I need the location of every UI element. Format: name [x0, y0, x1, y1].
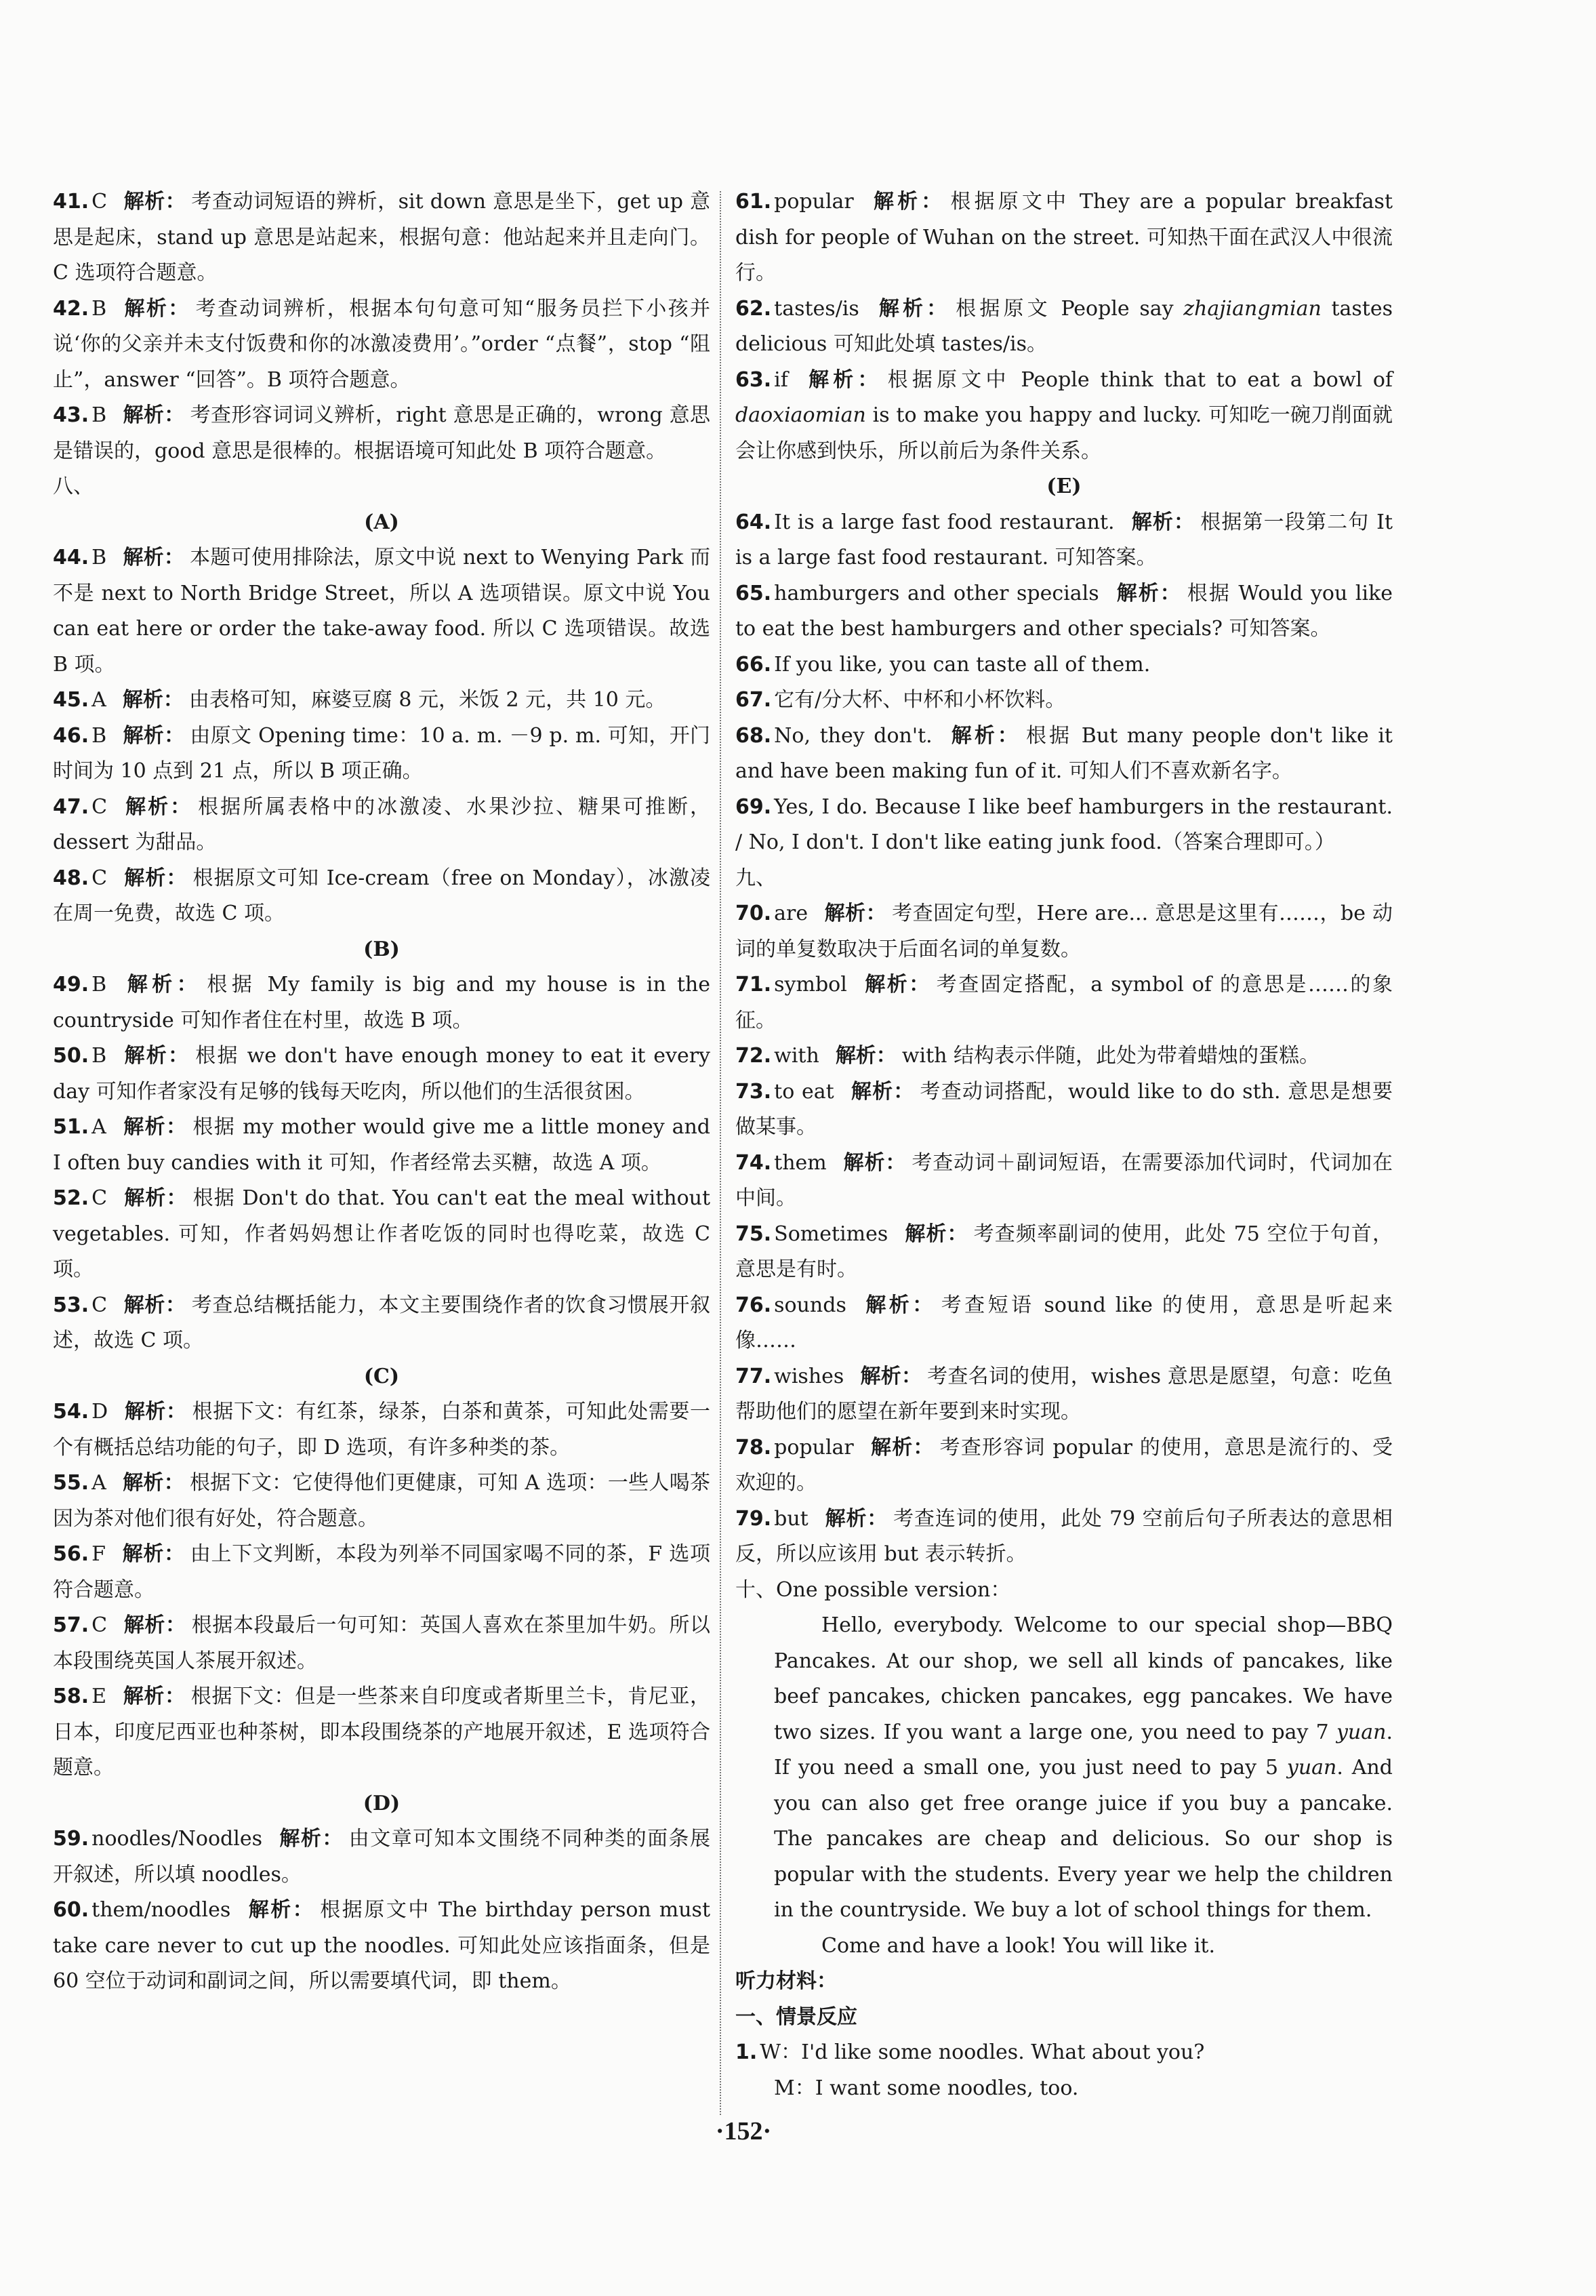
listening-heading: 一、情景反应 — [735, 2005, 857, 2029]
explanation-text: 根据原文中 They are a popular breakfast dish for people of Wuhan on the street. 可知热干面在武汉人中很流行。 — [735, 190, 1393, 285]
explanation-text: 考查频率副词的使用，此处 75 空位于句首，意思是有时。 — [735, 1222, 1393, 1281]
answer-entry — [53, 790, 710, 861]
explanation-text: 本题可使用排除法，原文中说 next to Wenying Park 而不是 next to North Bridge Street，所以 A 选项错误。原文中说 You can eat here or order the take-away food. 所以 C 选项错误。故选 B 项。 — [53, 546, 711, 677]
explanation-text: 考查固定搭配，a symbol of 的意思是……的象征。 — [735, 973, 1393, 1032]
answer-entry — [735, 896, 1393, 967]
answer-entry — [735, 184, 1393, 291]
question-number: 41. — [53, 190, 89, 214]
answer-text: If you like, you can taste all of them. — [774, 652, 1151, 677]
answer-text: wishes — [774, 1364, 844, 1388]
answer-text: Sometimes — [774, 1222, 888, 1246]
answer-text: D — [91, 1400, 108, 1424]
question-number: 58. — [53, 1685, 89, 1708]
question-number: 48. — [53, 866, 89, 890]
explanation-label: 解析： — [123, 973, 202, 996]
question-number: 57. — [53, 1613, 89, 1637]
dialogue-text: W：I'd like some noodles. What about you? — [760, 2040, 1205, 2064]
explanation-label: 解析： — [122, 1115, 188, 1139]
explanation-label: 解析： — [123, 1613, 186, 1637]
answer-entry — [53, 1288, 710, 1359]
explanation-text: 由表格可知，麻婆豆腐 8 元，米饭 2 元，共 10 元。 — [188, 688, 666, 712]
answer-entry — [735, 647, 1393, 683]
explanation-text: 根据下文：有红茶，绿茶，白茶和黄茶，可知此处需要一个有概括总结功能的句子，即 D 选项，有许多种类的茶。 — [53, 1400, 711, 1459]
explanation-text: 考查动词短语的辨析，sit down 意思是坐下，get up 意思是起床，stand up 意思是站起来，根据句意：他站起来并且走向门。C 选项符合题意。 — [53, 190, 711, 285]
question-number: 69. — [735, 794, 772, 819]
explanation-label: 解析： — [860, 1364, 922, 1388]
explanation-text: 根据 Don't do that. You can't eat the meal without vegetables. 可知，作者妈妈想让作者吃饭的同时也得吃菜，故选 C 项。 — [53, 1186, 711, 1281]
explanation-label: 解析： — [862, 1293, 936, 1317]
passage-heading: (C) — [363, 1364, 400, 1388]
answer-entry — [735, 1074, 1393, 1146]
passage-heading: (D) — [363, 1791, 401, 1815]
explanation-label: 解析： — [123, 1186, 188, 1210]
explanation-text: 根据 My family is big and my house is in the countryside 可知作者住在村里，故选 B 项。 — [53, 973, 710, 1032]
question-number: 54. — [53, 1400, 89, 1424]
answer-text: noodles/Noodles — [91, 1827, 262, 1851]
explanation-text: 根据 my mother would give me a little money and I often buy candies with it 可知，作者经常去买糖，故选 A 项。 — [53, 1115, 711, 1175]
explanation-text: 考查总结概括能力，本文主要围绕作者的饮食习惯展开叙述，故选 C 项。 — [53, 1293, 711, 1352]
passage-heading: (A) — [364, 510, 399, 534]
answer-entry — [53, 719, 710, 790]
explanation-label: 解析： — [123, 1044, 190, 1068]
explanation-label: 解析： — [123, 794, 193, 819]
explanation-label: 解析： — [842, 1150, 907, 1175]
question-number: 59. — [53, 1827, 89, 1851]
explanation-label: 解析： — [278, 1827, 344, 1851]
answer-text: with — [774, 1044, 819, 1068]
answer-entry — [735, 790, 1393, 861]
answer-entry — [53, 1608, 710, 1679]
question-number: 45. — [53, 688, 89, 712]
explanation-text: 由文章可知本文围绕不同种类的面条展开叙述，所以填 noodles。 — [53, 1827, 711, 1887]
answer-text: Yes, I do. Because I like beef hamburgers in the restaurant. / No, I don't. I don't like eating junk food.（答案合理即可。） — [735, 794, 1393, 854]
explanation-text: 考查名词的使用，wishes 意思是愿望，句意：吃鱼帮助他们的愿望在新年要到来时实现。 — [735, 1364, 1393, 1424]
essay-paragraph: Come and have a look! You will like it. — [821, 1933, 1216, 1958]
explanation-label: 解析： — [123, 1685, 186, 1708]
question-number: 65. — [735, 581, 772, 605]
question-number: 63. — [735, 367, 772, 392]
essay-paragraph: Hello, everybody. Welcome to our special shop—BBQ Pancakes. At our shop, we sell all kinds of pancakes, like beef pancakes, chicken pancakes, egg pancakes. We have two sizes. If you want a large one, you need to pay 7 yuan. If you need a small one, you just need to pay 5 yuan. And you can also get free orange juice if you buy a pancake. The pancakes are cheap and delicious. So our shop is popular with the students. Every year we help the children in the countryside. We buy a lot of school things for them. — [774, 1613, 1393, 1922]
answer-text: A — [91, 688, 106, 712]
answer-entry — [53, 1893, 710, 2000]
answer-text: E — [91, 1685, 107, 1708]
question-number: 62. — [735, 296, 772, 321]
explanation-label: 解析： — [869, 190, 945, 214]
explanation-text: with 结构表示伴随，此处为带着蜡烛的蛋糕。 — [901, 1044, 1319, 1068]
explanation-label: 解析： — [122, 688, 184, 712]
answer-entry — [735, 1288, 1393, 1359]
explanation-label: 解析： — [123, 723, 185, 748]
answer-text: B — [91, 973, 107, 996]
question-number: 71. — [735, 973, 772, 996]
column-divider — [720, 191, 721, 2115]
explanation-label: 解析： — [875, 296, 951, 321]
answer-entry — [53, 1394, 710, 1466]
answer-text: B — [91, 546, 107, 569]
explanation-label: 解析： — [123, 296, 190, 321]
answer-entry — [53, 861, 710, 932]
question-number: 50. — [53, 1044, 89, 1068]
explanation-label: 解析： — [123, 190, 186, 214]
answer-text: but — [774, 1506, 809, 1531]
answer-entry — [735, 1146, 1393, 1217]
answer-entry — [53, 184, 710, 291]
section-heading: 九、 — [735, 866, 776, 890]
explanation-label: 解析： — [247, 1898, 315, 1922]
question-number: 43. — [53, 403, 89, 427]
question-number: 76. — [735, 1293, 772, 1317]
answer-text: F — [91, 1542, 106, 1566]
answer-text: if — [774, 367, 788, 392]
answer-text: C — [91, 1186, 108, 1210]
answer-entry — [53, 291, 710, 399]
question-number: 68. — [735, 723, 772, 748]
answer-text: C — [91, 190, 108, 214]
explanation-text: 考查动词辨析，根据本句句意可知“服务员拦下小孩并说‘你的父亲并未支付饭费和你的冰激凌费用’。”order “点餐”，stop “阻止”，answer “回答”。B 项符合题意。 — [53, 296, 710, 392]
question-number: 74. — [735, 1150, 772, 1175]
answer-text: sounds — [774, 1293, 846, 1317]
answer-entry — [53, 967, 710, 1039]
answer-entry — [735, 719, 1393, 790]
question-number: 67. — [735, 688, 772, 712]
answer-entry — [53, 1679, 710, 1786]
answer-entry — [53, 1821, 710, 1893]
answer-entry — [53, 1181, 710, 1288]
question-number: 66. — [735, 652, 772, 677]
explanation-text: 由原文 Opening time：10 a. m. －9 p. m. 可知，开门时间为 10 点到 21 点，所以 B 项正确。 — [53, 723, 711, 783]
explanation-label: 解析： — [824, 1506, 888, 1531]
question-number: 61. — [735, 190, 772, 214]
right-column — [735, 184, 1393, 2106]
answer-entry — [735, 363, 1393, 470]
answer-entry — [735, 1217, 1393, 1288]
question-number: 51. — [53, 1115, 89, 1139]
dialogue-line: M：I want some noodles, too. — [774, 2076, 1079, 2100]
explanation-text: 考查连词的使用，此处 79 空前后句子所表达的意思相反，所以应该用 but 表示转折。 — [735, 1506, 1393, 1566]
question-number: 44. — [53, 546, 89, 569]
answer-text: symbol — [774, 973, 847, 996]
explanation-text: 考查短语 sound like 的使用，意思是听起来像…… — [735, 1293, 1393, 1352]
explanation-label: 解析： — [869, 1435, 935, 1459]
explanation-text: 考查动词搭配，would like to do sth. 意思是想要做某事。 — [735, 1079, 1393, 1139]
explanation-text: 考查固定句型，Here are... 意思是这里有……，be 动词的单复数取决于后面名词的单复数。 — [735, 902, 1393, 961]
question-number: 79. — [735, 1506, 772, 1531]
answer-entry — [735, 1430, 1393, 1502]
explanation-text: 考查形容词 popular 的使用，意思是流行的、受欢迎的。 — [735, 1435, 1393, 1495]
question-number: 47. — [53, 794, 89, 819]
answer-entry — [53, 1039, 710, 1110]
answer-text: B — [91, 296, 107, 321]
explanation-label: 解析： — [122, 1471, 184, 1495]
question-number: 53. — [53, 1293, 89, 1317]
answer-text: to eat — [774, 1079, 834, 1104]
question-number: 49. — [53, 973, 89, 996]
explanation-text: 根据 But many people don't like it and have been making fun of it. 可知人们不喜欢新名字。 — [735, 723, 1393, 783]
explanation-label: 解析： — [123, 1293, 186, 1317]
explanation-label: 解析： — [948, 723, 1021, 748]
question-number: 52. — [53, 1186, 89, 1210]
question-number: 77. — [735, 1364, 772, 1388]
explanation-text: 根据 we don't have enough money to eat it every day 可知作者家没有足够的钱每天吃肉，所以他们的生活很贫困。 — [53, 1044, 711, 1104]
answer-entry — [735, 1359, 1393, 1430]
explanation-label: 解析： — [1115, 581, 1182, 605]
question-number: 75. — [735, 1222, 772, 1246]
answer-text: A — [91, 1115, 106, 1139]
explanation-text: 由上下文判断，本段为列举不同国家喝不同的茶，F 选项符合题意。 — [53, 1542, 710, 1602]
answer-entry — [735, 505, 1393, 576]
explanation-text: 根据本段最后一句可知：英国人喜欢在茶里加牛奶。所以本段围绕英国人茶展开叙述。 — [53, 1613, 711, 1673]
answer-text: popular — [774, 1435, 854, 1459]
left-column — [53, 184, 710, 2000]
answer-text: It is a large fast food restaurant. — [774, 510, 1115, 534]
section-heading: 十、One possible version： — [735, 1577, 1011, 1602]
answer-text: B — [91, 403, 107, 427]
answer-text: C — [91, 794, 108, 819]
answer-text: tastes/is — [774, 296, 859, 321]
explanation-text: 考查动词＋副词短语，在需要添加代词时，代词加在中间。 — [735, 1150, 1393, 1210]
answer-text: them/noodles — [91, 1898, 231, 1922]
explanation-label: 解析： — [904, 1222, 968, 1246]
explanation-label: 解析： — [1130, 510, 1195, 534]
answer-entry — [735, 1502, 1393, 1573]
passage-heading: (E) — [1046, 475, 1082, 498]
answer-entry — [53, 540, 710, 683]
explanation-text: 根据第一段第二句 It is a large fast food restaurant. 可知答案。 — [735, 510, 1393, 569]
question-number: 70. — [735, 902, 772, 925]
question-number: 42. — [53, 296, 89, 321]
answer-text: C — [91, 1293, 108, 1317]
explanation-text: 根据原文中 People think that to eat a bowl of daoxiaomian is to make you happy and lucky. 可知吃一碗刀削面就会让你感到快乐，所以前后为条件关系。 — [735, 367, 1393, 463]
explanation-label: 解析： — [835, 1044, 897, 1068]
explanation-text: 根据原文 People say zhajiangmian tastes delicious 可知此处填 tastes/is。 — [735, 296, 1393, 356]
explanation-label: 解析： — [124, 1400, 187, 1424]
answer-text: C — [91, 1613, 108, 1637]
answer-text: B — [91, 1044, 107, 1068]
answer-text: 它有/分大杯、中杯和小杯饮料。 — [774, 688, 1066, 712]
answer-text: popular — [774, 190, 854, 214]
answer-entry — [53, 1466, 710, 1537]
explanation-label: 解析： — [121, 1542, 185, 1566]
explanation-label: 解析： — [850, 1079, 915, 1104]
answer-text: A — [91, 1471, 106, 1495]
answer-entry — [735, 291, 1393, 363]
explanation-text: 根据下文：但是一些茶来自印度或者斯里兰卡，肯尼亚，日本，印度尼西亚也种茶树，即本段围绕茶的产地展开叙述，E 选项符合题意。 — [53, 1685, 711, 1779]
answer-entry — [735, 967, 1393, 1039]
explanation-text: 根据原文可知 Ice-cream（free on Monday），冰激凌在周一免费，故选 C 项。 — [53, 866, 710, 925]
explanation-text: 根据原文中 The birthday person must take care never to cut up the noodles. 可知此处应该指面条，但是 60 空位于动词和副词之间，所以需要填代词，即 them。 — [53, 1898, 710, 1993]
question-number: 72. — [735, 1044, 772, 1068]
question-number: 60. — [53, 1898, 89, 1922]
explanation-label: 解析： — [123, 866, 188, 890]
question-number: 56. — [53, 1542, 89, 1566]
answer-entry — [53, 1110, 710, 1181]
explanation-label: 解析： — [123, 546, 185, 569]
section-heading: 八、 — [53, 475, 94, 498]
question-number: 73. — [735, 1079, 772, 1104]
page-number: ·152· — [715, 2117, 772, 2146]
answer-entry — [735, 683, 1393, 719]
answer-text: No, they don't. — [774, 723, 933, 748]
answer-text: hamburgers and other specials — [774, 581, 1099, 605]
question-number: 46. — [53, 723, 89, 748]
answer-text: C — [91, 866, 108, 890]
explanation-text: 根据所属表格中的冰激凌、水果沙拉、糖果可推断，dessert 为甜品。 — [53, 794, 711, 854]
explanation-text: 考查形容词词义辨析，right 意思是正确的，wrong 意思是错误的，good 意思是很棒的。根据语境可知此处 B 项符合题意。 — [53, 403, 710, 463]
dialogue-line — [735, 2035, 1393, 2071]
answer-entry — [53, 398, 710, 469]
answer-entry — [735, 1039, 1393, 1074]
question-number: 78. — [735, 1435, 772, 1459]
listening-heading: 听力材料： — [735, 1969, 837, 1993]
question-number: 1. — [735, 2040, 758, 2064]
answer-text: are — [774, 902, 809, 925]
answer-entry — [735, 576, 1393, 647]
explanation-text: 根据下文：它使得他们更健康，可知 A 选项：一些人喝茶因为茶对他们很有好处，符合题意。 — [53, 1471, 710, 1531]
passage-heading: (B) — [363, 937, 400, 961]
explanation-text: 根据 Would you like to eat the best hamburgers and other specials? 可知答案。 — [735, 581, 1393, 641]
question-number: 64. — [735, 510, 772, 534]
answer-entry — [53, 1537, 710, 1608]
question-number: 55. — [53, 1471, 89, 1495]
explanation-label: 解析： — [123, 403, 185, 427]
answer-text: them — [774, 1150, 827, 1175]
explanation-label: 解析： — [804, 367, 882, 392]
answer-entry — [53, 683, 710, 719]
answer-text: B — [91, 723, 107, 748]
explanation-label: 解析： — [863, 973, 931, 996]
explanation-label: 解析： — [824, 902, 887, 925]
